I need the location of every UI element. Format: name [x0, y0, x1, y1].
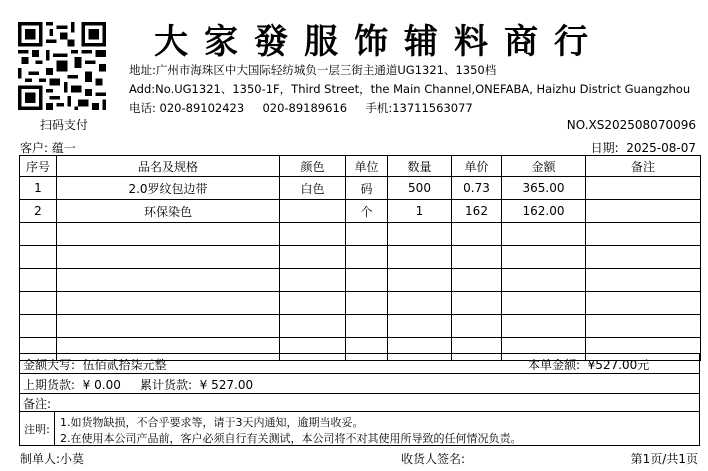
- remark-label: 备注:: [23, 397, 52, 411]
- debt-row: [20, 373, 699, 393]
- col-header: 品名及规格: [57, 156, 280, 177]
- cell: 2: [20, 200, 57, 223]
- page-title: 大家發服饰辅料商行: [154, 22, 604, 62]
- col-header: 单位: [346, 156, 388, 177]
- table-row-empty: [20, 269, 701, 292]
- phone-numbers: 电话: 020-89102423 020-89189616 手机:13711563077: [129, 101, 473, 115]
- cell: 2.0罗纹包边带: [57, 177, 280, 200]
- cell: 码: [346, 177, 388, 200]
- cell: 1: [388, 200, 452, 223]
- cell: 个: [346, 200, 388, 223]
- cell: 白色: [280, 177, 346, 200]
- table-row-empty: [20, 246, 701, 269]
- remark-row: [20, 393, 699, 411]
- table-row-empty: [20, 315, 701, 338]
- address-en: Add:No.UG1321、1350-1F，Third Street，the Main Channel,ONEFABA, Haizhu District Guangzhou: [129, 82, 691, 96]
- cumulative-debt: 累计货款: ¥ 527.00: [140, 378, 254, 392]
- cell: [280, 200, 346, 223]
- col-header: 数量: [388, 156, 452, 177]
- qr-caption: 扫码支付: [40, 118, 89, 132]
- notes-row: [20, 411, 699, 445]
- col-header: 金额: [502, 156, 586, 177]
- table-row: [20, 200, 701, 223]
- cell: 162: [452, 200, 502, 223]
- table-row: [20, 177, 701, 200]
- cell: 环保染色: [57, 200, 280, 223]
- table-row-empty: [20, 223, 701, 246]
- col-header: 序号: [20, 156, 57, 177]
- col-header: 单价: [452, 156, 502, 177]
- cell: [586, 200, 701, 223]
- date: 日期: 2025-08-07: [590, 141, 696, 155]
- note-label: 注明:: [20, 412, 55, 445]
- amount-row: [20, 353, 699, 373]
- note-2: 2.在使用本公司产品前，客户必须自行有关测试，本公司将不对其使用所导致的任何情况负责。: [60, 432, 522, 445]
- col-header: 颜色: [280, 156, 346, 177]
- document-number: NO.XS202508070096: [566, 118, 696, 132]
- items-table: [19, 155, 701, 361]
- maker: 制单人:小莫: [20, 452, 85, 466]
- address-cn: 地址:广州市海珠区中大国际轻纺城负一层三街主通道UG1321、1350档: [129, 63, 497, 77]
- cell: 500: [388, 177, 452, 200]
- order-total: 本单金额: ¥527.00元: [528, 358, 650, 372]
- note-1: 1.如货物缺损，不合乎要求等，请于3天内通知，逾期当收妥。: [60, 416, 364, 429]
- receiver-signature: 收货人签名:: [401, 452, 466, 466]
- cell: 1: [20, 177, 57, 200]
- cell: [586, 177, 701, 200]
- customer: 客户: 蕴一: [20, 141, 76, 155]
- summary-box: [19, 353, 700, 446]
- cell: 162.00: [502, 200, 586, 223]
- page-number: 第1页/共1页: [630, 452, 698, 466]
- previous-debt: 上期货款: ¥ 0.00: [23, 378, 121, 392]
- cell: 365.00: [502, 177, 586, 200]
- qr-code-icon: [18, 22, 106, 110]
- table-header-row: [20, 156, 701, 177]
- amount-in-words: 金额大写: 伍佰贰拾柒元整: [23, 358, 167, 372]
- table-row-empty: [20, 292, 701, 315]
- col-header: 备注: [586, 156, 701, 177]
- cell: 0.73: [452, 177, 502, 200]
